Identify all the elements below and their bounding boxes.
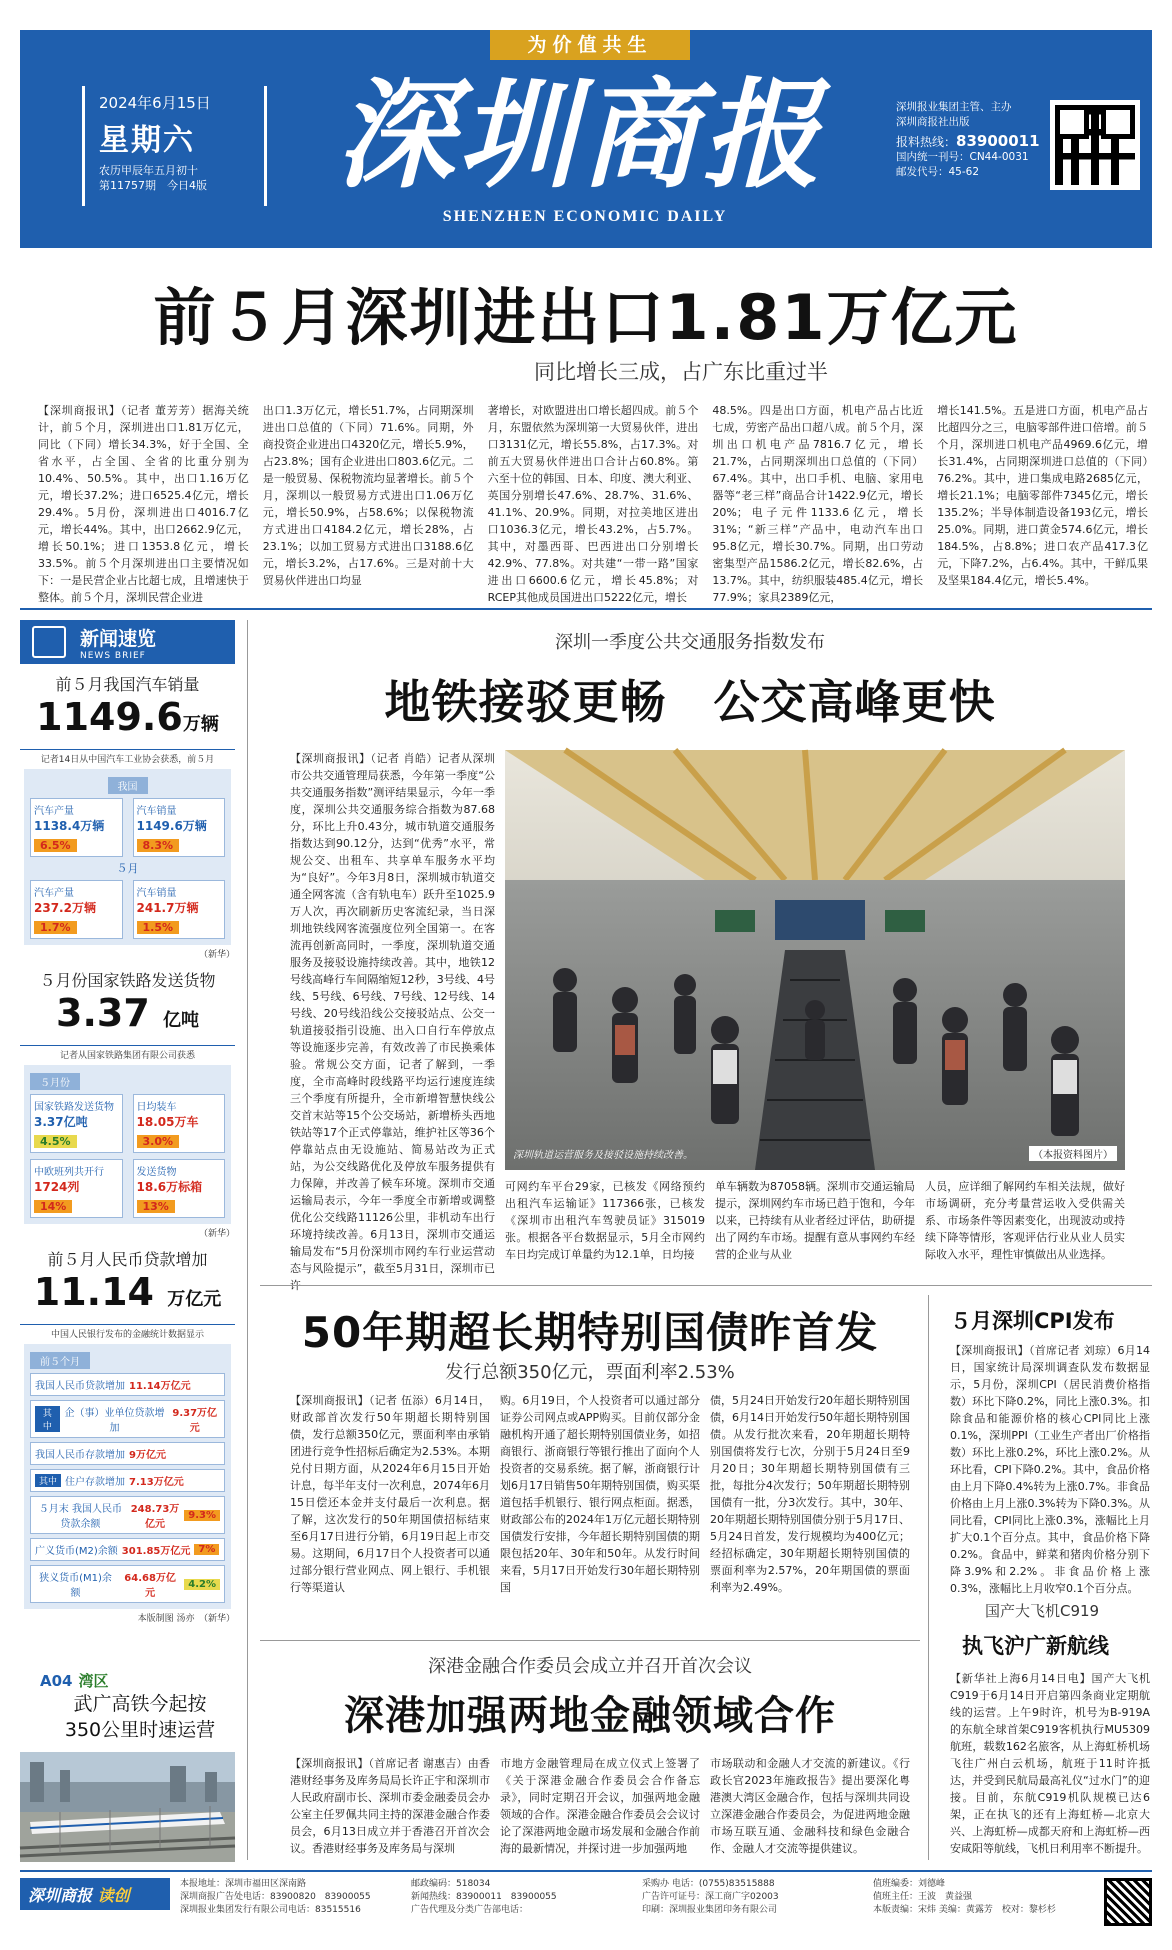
finance-body: 市场联动和金融人才交流的新建议。《行政长官2023年施政报告》提出要深化粤港澳大湾区金融合作，包括与深圳共同设立深港金融合作委员会，为促进两地金融市场互联互通、金融科技和绿色金融合作、金融人才交流等提供建议。 [710,1757,910,1855]
brief-rail [20,968,235,1239]
finance-headline: 深港加强两地金融领域合作 [344,1693,836,1739]
brief-source: 中国人民银行发布的金融统计数据显示 [20,1324,235,1340]
stat-panel [24,769,231,945]
brief-figure: 3.37 亿吨 [56,991,199,1035]
stat-card: 中欧班列共开行 1724列 14% [30,1159,123,1218]
divider [260,1640,920,1641]
lead-body [38,402,1148,602]
metro-kicker: 深圳一季度公共交通服务指数发布 [555,632,825,653]
footer-line: 新闻热线：83900011 83900055 [411,1892,557,1902]
loan-row: 我国人民币贷款增加 11.14万亿元 [30,1373,225,1396]
qr-code-icon[interactable] [1050,100,1140,190]
footer-logo: 深圳商报 读创 [20,1878,170,1910]
metro-headline: 地铁接驳更畅 公交高峰更快 [384,675,996,729]
metro-body: 可网约车平台29家，已核发《网络预约出租汽车运输证》117366张，已核发《深圳市出租汽车驾驶员证》315019张。根据各平台数据显示，5月全市网约车日均完成订单量约为12.1单，日均接 [505,1180,705,1261]
brief-figure: 1149.6万辆 [36,695,219,739]
panel-label: ５月份 [30,1073,80,1090]
footer-line: 值班主任：王波 黄益强 [873,1892,973,1902]
credit: （新华） [198,950,235,960]
a04-teaser[interactable] [40,1670,240,1743]
newspaper-logo: 深圳商报 [335,65,824,204]
metro-body: 单车辆数为87058辆。深圳市交通运输局提示，深圳网约车市场已趋于饱和，今年以来，已持续有从业者经过评估，助研提出了网约车市场。提醒有意从事网约车经营的企业与从业 [715,1180,915,1261]
finance-body: 市地方金融管理局在成立仪式上签署了《关于深港金融合作委员会合作备忘录》，同时定期召开会议，加强两地金融领域的合作。深港金融合作委员会会议讨论了深港两地金融市场发展和金融合作前海的最新情况，并探讨进一步加强两地 [500,1757,700,1855]
brief-auto [20,672,235,960]
publisher-line-2: 深圳商报社出版 [896,116,970,128]
cpi-headline: ５月深圳CPI发布 [950,1309,1115,1333]
column-rule [928,1295,929,1860]
loan-row: 其中 住户存款增加 7.13万亿元 [30,1469,225,1492]
divider [260,1285,1152,1286]
footer [20,1870,1152,1940]
footer-line: 广告代理及分类广告部电话： [411,1905,529,1915]
lead-column: 增长141.5%。五是进口方面，机电产品占比超四分之三，电脑零部件进口倍增。前５个月，深圳进口机电产品4969.6亿元，增长31.4%，占同期深圳进口总值的（下同）76.2%。其中，进口集成电路2685亿元，增长21.1%；电脑零部件7345亿元，增长135.2%；半导体制造设备193亿元，增长25.0%。同期，进口黄金574.6亿元，增长184.5%，占8.8%；进口农产品417.3亿元，下降7.2%，占6.4%。其中，干鲜瓜果及坚果184.4亿元，增长5.4%。 [937,404,1148,587]
photo-caption-text: 深圳轨道运营服务及接驳设施持续改善。 [513,1150,693,1161]
stat-card: 发送货物 18.6万标箱 13% [133,1159,226,1218]
footer-info [180,1878,1094,1917]
bonds-headline: 50年期超长期特别国债昨首发 [301,1308,879,1357]
footer-line: 值班编委：刘德峰 [873,1879,946,1889]
metro-body: 人员，应详细了解网约车相关法规，做好市场调研，充分考量营运收入受供需关系、市场条件等因素变化，出现波动或持续下降等情形，客观评估行业从业人员实际收入水平，理性审慎做出从业选择。 [925,1180,1125,1261]
c919-body: 【新华社上海6月14日电】国产大飞机C919于6月14日开启第四条商业定期航线的运营。上午9时许，机号为B-919A的东航全球首架C919客机执行MU5309航班，载数162名旅客，从上海虹桥机场飞往广州白云机场，航班于11时许抵达，并受到民航局最高礼仪“过水门”的迎接。目前，东航C919机队规模已达6架，正在执飞的还有上海虹桥—北京大兴、上海虹桥—成都天府和上海虹桥—西安咸阳等航线，飞机日利用率不断提升。 [950,1672,1150,1855]
bonds-subhead: 发行总额350亿元，票面利率2.53% [445,1362,735,1383]
bonds-body: 债，5月24日开始发行20年超长期特别国债，6月14日开始发行50年超长期特别国债。从发行批次来看，20年期超长期特别国债将发行七次，分别于5月24日至9月20日；30年期超长期特别国债有三批，每批分4次发行；50年期超长期特别国债有一批，分3次发行。其中，30年、20年期超长期特别国债分别于5月17日、5月24日首发，发行规模均为400亿元；经招标确定，30年期超长期特别国债的票面利率为2.57%，20年期国债的票面利率为2.49%。 [710,1394,910,1594]
stat-panel [24,1065,231,1224]
footer-line: 采购办 电话：(0755)83515888 [642,1879,775,1889]
loan-row: 我国人民币存款增加 9万亿元 [30,1442,225,1465]
lead-column: 【深圳商报讯】（记者 董芳芳）据海关统计，前５个月，深圳进出口1.81万亿元，同比（下同）增长34.3%，好于全国、全省水平，占全国、全省的比重分别为10.4%、50.5%。其中，出口1.16万亿元，增长37.2%；进口6525.4亿元，增长29.4%。5月份，深圳进出口4016.7亿元，增长44%。其中，出口2662.9亿元，增长50.1%；进口1353.8亿元，增长33.5%。前５个月深圳进出口主要情况如下：一是民营企业占比超七成，且增速快于整体。前５个月，深圳民营企业进 [38,404,249,604]
footer-line: 本版责编：宋炜 美编：黄露芳 校对：黎杉杉 [873,1905,1056,1915]
brief-title: 前５月人民币贷款增加 [47,1250,208,1269]
lead-subhead: 同比增长三成，占广东比重过半 [534,360,828,384]
footer-line: 广告许可证号：深工商广字02003 [642,1892,779,1902]
hotline: 报料热线：83900011 [896,132,1040,150]
footer-line: 深圳报业集团发行有限公司电话：83515516 [180,1905,361,1915]
publisher-info [896,100,1046,180]
brief-source: 记者14日从中国汽车工业协会获悉，前５月 [20,749,235,765]
lunar-date: 农历甲辰年五月初十 [99,164,198,177]
footer-line: 印刷：深圳报业集团印务有限公司 [642,1905,778,1915]
footer-line: 深圳商报广告处电话：83900820 83900055 [180,1892,371,1902]
credit: （新华） [198,1229,235,1239]
loan-row: ５月末 我国人民币贷款余额 248.73万亿元 9.3% [30,1496,225,1534]
lead-headline: 前５月深圳进出口1.81万亿元 [153,281,1019,354]
footer-line: 本报地址：深圳市福田区深南路 [180,1879,307,1889]
news-brief [20,620,235,1624]
issue-number: 第11757期 今日4版 [99,179,207,192]
weekday: 星期六 [99,123,195,158]
cpi-body: 【深圳商报讯】（首席记者 刘琼）6月14日，国家统计局深圳调查队发布数据显示，5月份，深圳CPI（居民消费价格指数）环比下降0.2%，同比上涨0.3%。扣除食品和能源价格的核心CPI同比上涨0.1%，深圳PPI（工业生产者出厂价格指数）环比上涨0.2%，环比上涨0.2%。从环比看，CPI下降0.2%。其中，食品价格由上月下降0.4%转为上涨0.7%。非食品价格由上月上涨0.3%转为下降0.3%。从同比看，CPI同比上涨0.3%，涨幅比上月扩大0.1个百分点。其中，食品价格下降0.2%。食品中，鲜菜和猪肉价格分别下降3.9%和2.2%。非食品价格上涨0.3%，涨幅比上月收窄0.1个百分点。 [950,1344,1150,1595]
credit: 本版制图 汤亦 （新华） [137,1614,235,1624]
photo-caption [505,1150,1125,1175]
panel-label: ５月 [116,862,139,875]
bonds-body: 购。6月19日，个人投资者可以通过部分证券公司网点或APP购买。目前仅部分金融机构开通了超长期特别国债业务，如招商银行、浙商银行等银行推出了面向个人投资者的交易系统。据了解，浙商银行计划6月17日销售50年期特别国债，购买渠道包括手机银行、银行网点柜面。据悉，财政部公布的2024年1万亿元超长期特别国债发行安排，今年超长期特别国债的期限包括20年、30年和50年。从发行时间来看，5月17日开始发行30年超长期特别国 [500,1394,700,1594]
publisher-line-1: 深圳报业集团主管、主办 [896,101,1012,113]
finance-kicker: 深港金融合作委员会成立并召开首次会议 [428,1656,752,1677]
metro-photo [505,750,1125,1170]
footer-line: 邮政编码：518034 [411,1879,491,1889]
loan-row: 广义货币(M2)余额 301.85万亿元 7% [30,1538,225,1561]
masthead [20,30,1152,248]
stat-card: 日均装车 18.05万车 3.0% [133,1094,226,1153]
c919-kicker: 国产大飞机C919 [985,1602,1100,1620]
panel-label: 前５个月 [30,1352,90,1369]
c919-headline: 执飞沪广新航线 [962,1634,1109,1658]
teaser-title: 350公里时速运营 [64,1719,216,1741]
brief-title: 前５月我国汽车销量 [55,675,200,694]
brief-figure: 11.14 万亿元 [33,1270,222,1314]
teaser-title: 武广高铁今起按 [73,1693,207,1715]
loan-row: 其中 企（事）业单位贷款增加 9.37万亿元 [30,1400,225,1438]
postal-code: 邮发代号：45-62 [896,166,980,178]
train-photo [20,1752,235,1862]
panel-label: 我国 [108,777,148,794]
divider [20,608,1152,610]
stat-card: 汽车产量 1138.4万辆 6.5% [30,798,123,857]
section-tag: A04 湾区 [40,1672,109,1690]
bonds-body: 【深圳商报讯】（记者 伍添）6月14日，财政部首次发行50年期超长期特别国债，发行总额350亿元，票面利率由承销团进行竞争性招标后确定为2.53%。本期兑付日期方面，从2024年6月15日开始计息，每半年支付一次利息，2074年6月15日偿还本金并支付最后一次利息。据了解，这次发行的50年期国债招标结束至6月17日进行分销，6月19日起上市交易。这期间，6月17日个人投资者可以通过部分银行营业网点、网上银行、手机银行等渠道认 [290,1394,490,1594]
metro-body: 【深圳商报讯】（记者 肖皓）记者从深圳市公共交通管理局获悉，今年第一季度“公共交通服务指数”测评结果显示，今年一季度，深圳公共交通服务综合指数为87.68分，环比上升0.43分，城市轨道交通服务指数达到90.12分，达到“优秀”水平，常规公交、出租车、共享单车服务水平均为“良好”。今年3月8日，深圳城市轨道交通全网客流（含有轨电车）跃升至1025.9万人次，再次刷新历史客流纪录，当日深圳地铁线网客流强度位列全国第一。在客流再创新高同时，一季度，深圳轨道交通服务及接驳设施持续改善。其中，地铁12号线高峰行车间隔缩短12秒，3号线、4号线、5号线、6号线、7号线、12号线、14号线、20号线沿线公交接驳站点、公交一轨道接驳指引设施、出入口自行车停放点等设施逐步完善，有效改善了市民换乘体验。常规公交方面，记者了解到，一季度，全市高峰时段线路平均运行速度连续三个季度有所提升，全市新增智慧快线公交首末站等15个公交场站，新增桥头西地铁站等17个正式停靠站，维护社区等36个停靠站点由无设施站、简易站改为正式站，为公交线路优化及停放车服务提供有力保障，并改善了候车环境。深圳市交通运输局表示，今年一季度全市新增或调整优化公交线路11126公里，非机动车出行环境持续改善。6月13日，深圳市交通运输局发布“5月份深圳市网约车行业运营动态与风险提示”，截至5月31日，深圳市已许 [290,752,495,1292]
photo-credit: （本报资料图片） [1029,1146,1117,1161]
brief-loan [20,1247,235,1624]
finance-body: 【深圳商报讯】（首席记者 谢惠吉）由香港财经事务及库务局局长许正宇和深圳市人民政府副市长、深圳市委金融委员会办公室主任罗佩共同主持的深港金融合作委员会，6月13日成立并于香港召开首次会议。香港财经事务及库务局与深圳 [290,1757,490,1855]
cn-code: 国内统一刊号：CN44-0031 [896,151,1029,163]
lead-column: 出口1.3万亿元，增长51.7%，占同期深圳进出口总值的（下同）71.6%。同期，外商投资企业进出口4320亿元，增长5.9%，占23.8%；国有企业进出口803.6亿元。二是一般贸易、保税物流均显著增长。前５个月，深圳以一般贸易方式进出口1.06万亿元，增长50.9%，占58.6%；以保税物流方式进出口4184.2亿元，增长28%，占23.1%；以加工贸易方式进出口3188.6亿元，增长3.2%，占17.6%。三是对前十大贸易伙伴进出口均显 [262,404,474,587]
stat-card: 汽车产量 237.2万辆 1.7% [30,880,123,939]
stat-card: 汽车销量 241.7万辆 1.5% [133,880,226,939]
stat-card: 汽车销量 1149.6万辆 8.3% [133,798,226,857]
loan-row: 狭义货币(M1)余额 64.68万亿元 4.2% [30,1565,225,1603]
lead-column: 48.5%。四是出口方面，机电产品占比近七成，劳密产品出口超八成。前５个月，深圳出口机电产品7816.7亿元，增长21.7%，占同期深圳出口总值的（下同）67.4%。其中，出口手机、电脑、家用电器等“老三样”商品合计1422.9亿元，增长20%；电子元件1133.6亿元，增长31%；“新三样”产品中，电动汽车出口95.8亿元，增长30.7%。同期，出口劳动密集型产品1586.2亿元，增长82.6%，占13.7%。其中，纺织服装485.4亿元，增长77.9%；家具2389亿元， [712,404,924,604]
news-brief-header: 新闻速览 NEWS BRIEF [20,620,235,664]
newspaper-icon [32,626,66,658]
brief-title: ５月份国家铁路发送货物 [39,971,216,990]
lead-column: 著增长，对欧盟进出口增长超四成。前５个月，东盟依然为深圳第一大贸易伙伴，进出口3131亿元，增长55.8%，占17.3%。对前五大贸易伙伴进出口合计占60.8%。第六至十位的韩国、日本、印度、澳大利亚、英国分别增长47.6%、28.7%、31.6%、41.1%、20.9%。同期，对拉美地区进出口1036.3亿元，增长43.2%，占5.7%。其中，对墨西哥、巴西进出口分别增长42.9%、77.8%。对共建“一带一路”国家进出口6600.6亿元，增长45.8%；对RCEP其他成员国进出口5222亿元，增长 [487,404,699,604]
date-box [82,86,267,206]
stat-panel [24,1344,231,1609]
newspaper-logo-en: SHENZHEN ECONOMIC DAILY [442,208,728,225]
footer-qr-code-icon[interactable] [1104,1878,1152,1926]
issue-date: 2024年6月15日 [99,94,211,112]
brief-source: 记者从国家铁路集团有限公司获悉 [20,1045,235,1061]
slogan-banner: 为价值共生 [490,30,690,60]
column-rule [247,620,248,1860]
stat-card: 国家铁路发送货物 3.37亿吨 4.5% [30,1094,123,1153]
